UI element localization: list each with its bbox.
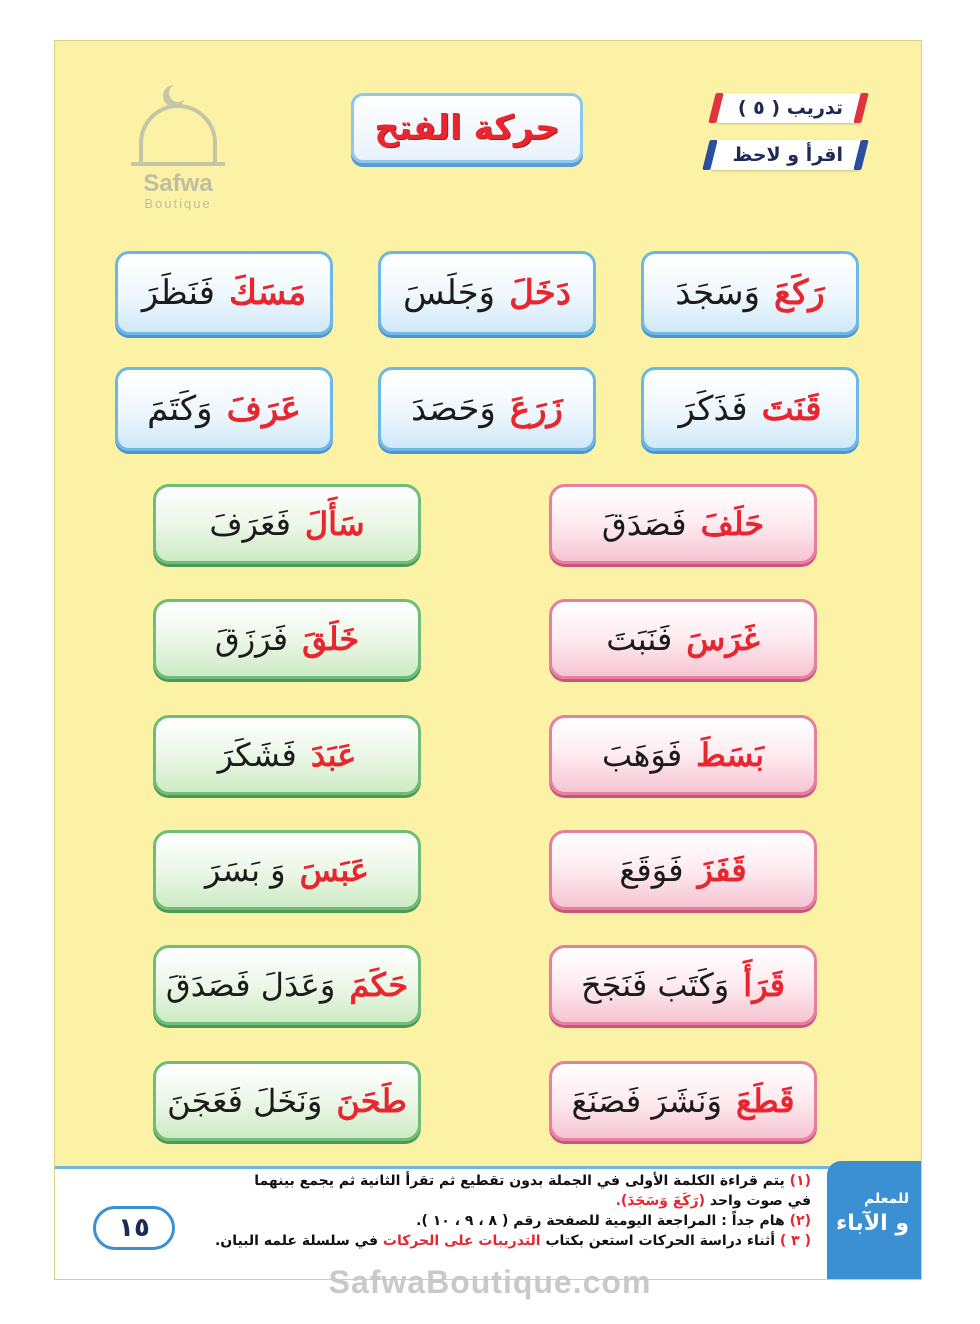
- word-card: [153, 945, 421, 1025]
- card-word-dark: وَعَدَلَ فَصَدَقَ: [165, 966, 336, 1004]
- site-watermark: SafwaBoutique.com: [328, 1264, 652, 1300]
- word-card: [153, 1061, 421, 1141]
- page-title: حركة الفتح: [351, 93, 583, 163]
- card-word-red: حَلَفَ: [700, 505, 765, 543]
- word-card: [115, 251, 333, 335]
- teacher-notes: [171, 1171, 811, 1251]
- card-word-red: بَسَطَ: [696, 736, 764, 774]
- note-3-highlight: التدريبات على الحركات: [382, 1233, 541, 1249]
- safwa-logo: [123, 76, 233, 211]
- card-word-red: غَرَسَ: [686, 620, 760, 658]
- card-word-dark: فَشَكَرَ: [217, 736, 297, 774]
- word-card: [641, 251, 859, 335]
- word-card: [549, 599, 817, 679]
- footer-tab-line1: للمعلم: [864, 1191, 909, 1207]
- word-card: [153, 599, 421, 679]
- note-1-example: (رَكَعَ وَسَجَدَ).: [615, 1193, 705, 1209]
- note-1-text: يتم قراءة الكلمة الأولى في الجملة بدون تقطيع ثم تقرأ الثانية ثم يجمع بينهما: [254, 1173, 785, 1189]
- card-word-dark: وَحَصَدَ: [411, 389, 496, 429]
- word-card: [153, 484, 421, 564]
- card-word-red: مَسَكَ: [228, 273, 307, 313]
- card-word-dark: وَسَجَدَ: [675, 273, 760, 313]
- word-card: [641, 367, 859, 451]
- word-card: [378, 251, 596, 335]
- footer-audience-tab: [827, 1161, 921, 1280]
- card-word-red: قَفَزَ: [697, 851, 747, 889]
- note-2: [171, 1211, 811, 1231]
- card-word-dark: فَنَظَرَ: [141, 273, 215, 313]
- word-card: [153, 715, 421, 795]
- card-word-red: دَخَلَ: [509, 273, 571, 313]
- note-1-number: (١): [789, 1173, 811, 1189]
- note-3-text2: في سلسلة علمه البيان.: [214, 1233, 378, 1249]
- card-word-dark: وَكَتَمَ: [147, 389, 213, 429]
- word-card: [378, 367, 596, 451]
- footer-tab-line2: و الآباء: [835, 1211, 909, 1236]
- card-word-dark: وَنَشَرَ فَصَنَعَ: [571, 1082, 722, 1120]
- card-word-dark: فَرَزَقَ: [214, 620, 289, 658]
- note-1-text2: في صوت واحد: [709, 1193, 811, 1209]
- read-and-observe-label: اقرأ و لاحظ: [710, 140, 861, 170]
- card-word-dark: وَكَتَبَ فَنَجَحَ: [580, 966, 730, 1004]
- word-card: [549, 484, 817, 564]
- note-3: [171, 1231, 811, 1251]
- card-word-dark: وَ بَسَرَ: [204, 851, 286, 889]
- card-word-dark: فَصَدَقَ: [601, 505, 687, 543]
- card-word-red: قَرَأَ: [743, 966, 786, 1004]
- card-word-red: رَكَعَ: [774, 273, 825, 313]
- card-word-dark: وَجَلَسَ: [403, 273, 496, 313]
- note-3-text: أثناء دراسة الحركات استعن بكتاب: [545, 1233, 776, 1249]
- note-1-continued: [171, 1191, 811, 1211]
- card-word-red: قَطَعَ: [735, 1082, 795, 1120]
- card-word-dark: فَذَكَرَ: [678, 389, 748, 429]
- exercise-label: تدريب ( ٥ ): [716, 93, 861, 123]
- note-3-number: ( ٣ ): [779, 1233, 811, 1249]
- word-card: [549, 830, 817, 910]
- note-2-number: (٢): [789, 1213, 811, 1229]
- card-word-dark: فَعَرَفَ: [209, 505, 291, 543]
- logo-brand: Safwa: [143, 170, 213, 197]
- logo-sub: Boutique: [144, 196, 212, 211]
- page: [54, 40, 922, 1280]
- card-word-red: سَأَلَ: [304, 505, 365, 543]
- word-card: [549, 945, 817, 1025]
- card-word-red: عَبَدَ: [310, 736, 357, 774]
- card-word-red: حَكَمَ: [349, 966, 409, 1004]
- card-word-red: عَبَسَ: [299, 851, 370, 889]
- word-card: [115, 367, 333, 451]
- card-word-red: عَرَفَ: [226, 389, 301, 429]
- card-word-red: زَرَعَ: [509, 389, 563, 429]
- note-2-text: هام جداً : المراجعة اليومية للصفحة رقم ( ٨ ، ٩ ، ١٠ ).: [416, 1213, 785, 1229]
- card-word-red: قَنَتَ: [761, 389, 822, 429]
- crescent-icon: [169, 84, 187, 102]
- word-card: [549, 1061, 817, 1141]
- card-word-red: خَلَقَ: [302, 620, 360, 658]
- note-1: [171, 1171, 811, 1191]
- dome-icon: [139, 104, 217, 164]
- word-card: [153, 830, 421, 910]
- word-card: [549, 715, 817, 795]
- card-word-dark: فَوَقَعَ: [619, 851, 684, 889]
- card-word-dark: فَوَهَبَ: [602, 736, 683, 774]
- card-word-dark: فَنَبَتَ: [606, 620, 673, 658]
- card-word-dark: وَنَخَلَ فَعَجَنَ: [167, 1082, 323, 1120]
- page-number: ١٥: [93, 1206, 175, 1250]
- card-word-red: طَحَنَ: [336, 1082, 407, 1120]
